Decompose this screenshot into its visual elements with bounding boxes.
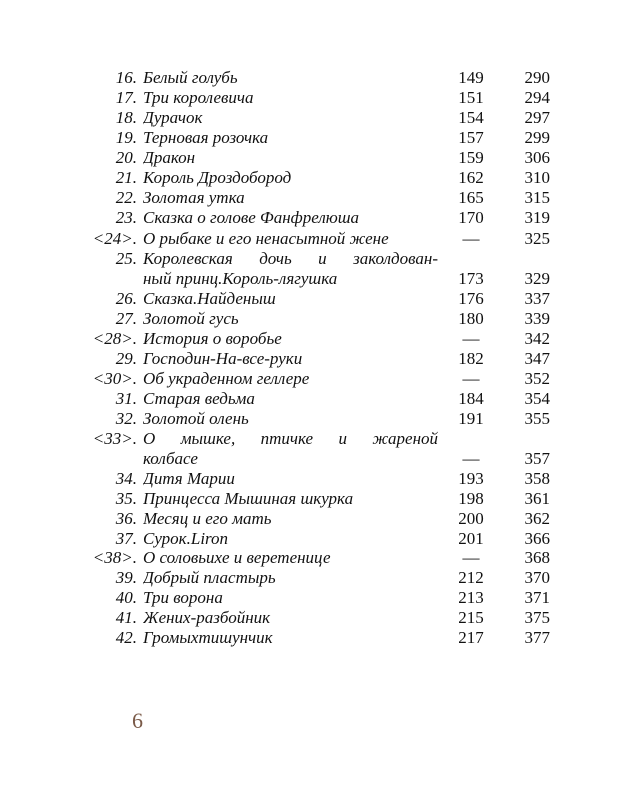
entry-page-1: 213 [458,588,484,607]
entry-number: 37. [115,529,137,548]
entry-number: <28>. [92,329,137,348]
entry-page-1: 173 [458,269,484,288]
entry-page-1: 176 [458,289,484,308]
entry-title: Три королевича [143,88,254,107]
toc-entry [0,349,627,369]
entry-page-2: 355 [524,409,550,428]
entry-page-2: 371 [524,588,550,607]
toc-entry [0,509,627,529]
entry-page-1: 217 [458,628,484,647]
entry-number: 18. [115,108,137,127]
entry-number: 25. [115,249,137,268]
toc-entry [0,309,627,329]
entry-page-1: 151 [458,88,484,107]
entry-page-1: — [462,548,480,567]
entry-title: Принцесса Мышиная шкурка [143,489,354,508]
entry-page-2: 325 [524,229,550,248]
entry-number: <24>. [92,229,137,248]
entry-title: Месяц и его мать [143,509,272,528]
entry-page-2: 370 [524,568,550,587]
entry-page-2: 368 [524,548,550,567]
entry-title: Громыхтишунчик [143,628,273,647]
entry-page-1: 157 [458,128,484,147]
toc-entry [0,329,627,349]
toc-entry [0,369,627,389]
entry-page-2: 357 [524,449,550,468]
entry-page-1: 198 [458,489,484,508]
entry-page-1: 180 [458,309,484,328]
entry-page-1: 149 [458,68,484,87]
entry-number: 20. [115,148,137,167]
entry-page-1: 200 [458,509,484,528]
entry-page-2: 375 [524,608,550,627]
entry-page-2: 362 [524,509,550,528]
entry-page-1: 201 [458,529,484,548]
entry-title: Золотой олень [143,409,249,428]
entry-title: Королевская дочь и заколдован- [143,249,438,268]
entry-number: 40. [115,588,137,607]
entry-number: 35. [115,489,137,508]
entry-number: <30>. [92,369,137,388]
entry-page-1: 159 [458,148,484,167]
entry-page-2: 352 [524,369,550,388]
entry-page-2: 306 [524,148,550,167]
entry-page-2: 319 [524,208,550,227]
entry-page-1: — [462,449,480,468]
toc-entry [0,249,627,269]
entry-page-2: 315 [524,188,550,207]
entry-title: История о воробье [143,329,282,348]
entry-number: 19. [115,128,137,147]
entry-number: 26. [115,289,137,308]
entry-title: Три ворона [143,588,223,607]
entry-number: 41. [115,608,137,627]
entry-number: 34. [115,469,137,488]
entry-number: 17. [115,88,137,107]
toc-entry [0,128,627,148]
entry-title: колбасе [143,449,198,468]
entry-page-2: 337 [524,289,550,308]
entry-page-1: 162 [458,168,484,187]
entry-page-2: 347 [524,349,550,368]
toc-entry [0,429,627,449]
entry-page-2: 354 [524,389,550,408]
entry-title: О мышке, птичке и жареной [143,429,438,448]
entry-title: Дурачок [143,108,203,127]
entry-title: Сказка.Найденыш [143,289,276,308]
toc-entry-continuation [0,449,627,469]
entry-number: 42. [115,628,137,647]
entry-number: 32. [115,409,137,428]
toc-entry [0,588,627,608]
entry-title: Золотой гусь [143,309,239,328]
entry-title: Господин-На-все-руки [143,349,303,368]
entry-title: Жених-разбойник [143,608,271,627]
toc-entry [0,68,627,88]
entry-title: Сказка о голове Фанфрелюша [143,208,360,227]
toc-entry [0,229,627,249]
entry-title: Дракон [143,148,196,167]
entry-title: О соловьихе и веретенице [143,548,331,567]
toc-entry [0,188,627,208]
entry-page-1: — [462,229,480,248]
toc-entry [0,148,627,168]
toc-entry [0,289,627,309]
entry-number: 36. [115,509,137,528]
entry-number: 31. [115,389,137,408]
toc-entry [0,628,627,648]
entry-title: ный принц.Король-лягушка [143,269,338,288]
entry-page-2: 310 [524,168,550,187]
toc-entry [0,568,627,588]
entry-title: Золотая утка [143,188,245,207]
toc-entry [0,88,627,108]
entry-title: Дитя Марии [143,469,235,488]
toc-entry [0,208,627,228]
entry-number: 27. [115,309,137,328]
entry-page-1: 182 [458,349,484,368]
toc-entry [0,469,627,489]
entry-number: 21. [115,168,137,187]
entry-page-1: 154 [458,108,484,127]
entry-page-2: 358 [524,469,550,488]
toc-entry [0,108,627,128]
entry-page-1: — [462,369,480,388]
entry-page-2: 361 [524,489,550,508]
entry-page-2: 297 [524,108,550,127]
toc-entry [0,489,627,509]
entry-number: <38>. [92,548,137,567]
entry-page-2: 299 [524,128,550,147]
entry-number: 39. [115,568,137,587]
entry-title: Король Дроздобород [143,168,292,187]
entry-title: О рыбаке и его ненасытной жене [143,229,389,248]
toc-entry [0,168,627,188]
entry-page-1: 193 [458,469,484,488]
entry-title: Сурок.Liron [143,529,229,548]
entry-number: <33>. [92,429,137,448]
page-number: 6 [132,708,143,733]
entry-page-1: 191 [458,409,484,428]
entry-page-1: 165 [458,188,484,207]
entry-page-2: 294 [524,88,550,107]
toc-entry [0,389,627,409]
entry-title: Белый голубь [143,68,238,87]
toc-entry [0,548,627,568]
entry-page-2: 290 [524,68,550,87]
entry-number: 23. [115,208,137,227]
entry-number: 22. [115,188,137,207]
entry-page-2: 366 [524,529,550,548]
entry-page-1: 184 [458,389,484,408]
entry-page-2: 342 [524,329,550,348]
entry-number: 16. [115,68,137,87]
toc-entry [0,409,627,429]
entry-title: Об украденном геллере [143,369,310,388]
entry-page-1: 215 [458,608,484,627]
entry-number: 29. [115,349,137,368]
entry-page-2: 339 [524,309,550,328]
entry-page-2: 377 [524,628,550,647]
entry-page-1: 212 [458,568,484,587]
entry-page-2: 329 [524,269,550,288]
entry-title: Терновая розочка [143,128,269,147]
entry-page-1: 170 [458,208,484,227]
entry-title: Старая ведьма [143,389,255,408]
entry-page-1: — [462,329,480,348]
entry-title: Добрый пластырь [143,568,276,587]
toc-entry-continuation [0,269,627,289]
toc-entry [0,608,627,628]
toc-entry [0,529,627,549]
